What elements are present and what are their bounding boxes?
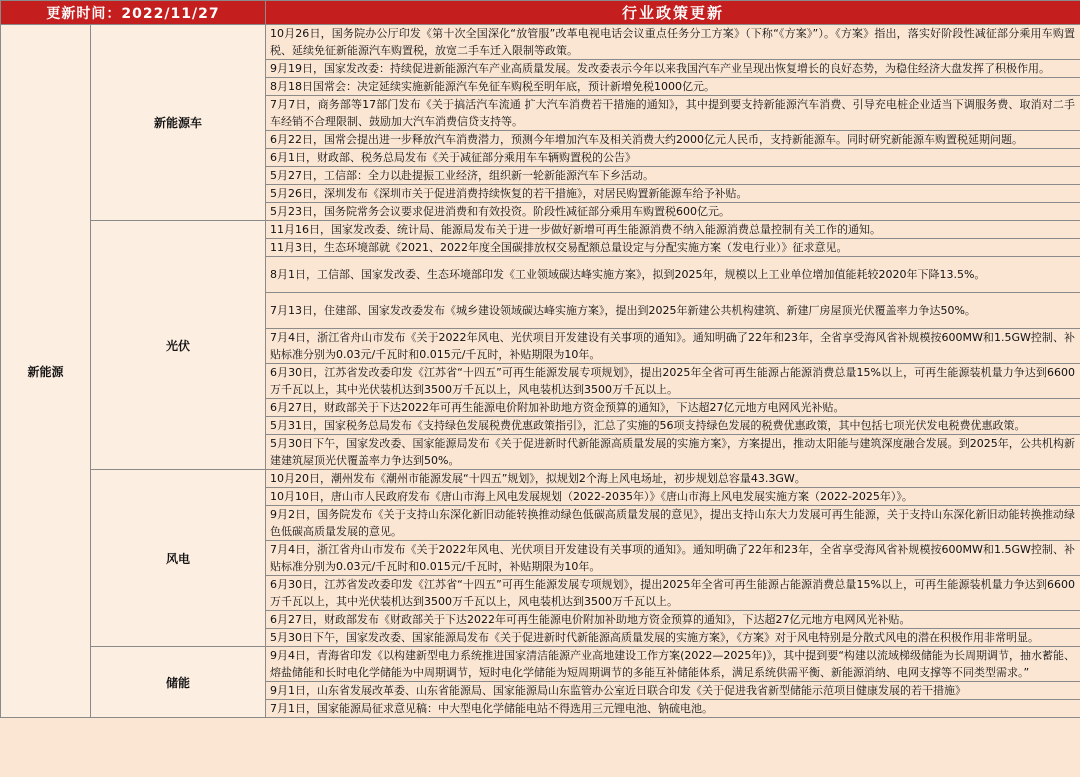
policy-item: 7月13日，住建部、国家发改委发布《城乡建设领域碳达峰实施方案》，提出到2025年新建公共机构建筑、新建厂房屋顶光伏覆盖率力争达50%。	[266, 293, 1080, 329]
policy-item: 11月3日，生态环境部就《2021、2022年度全国碳排放权交易配额总量设定与分配实施方案（发电行业）》征求意见。	[266, 239, 1080, 257]
policy-item: 9月4日，青海省印发《以构建新型电力系统推进国家清洁能源产业高地建设工作方案(2022—2025年)》，其中提到要“构建以流域梯级储能为长周期调节，抽水蓄能、熔盐储能和长时电化学储能为中周期调节，短时电化学储能为短周期调节的多能互补储能体系，满足系统供需平衡、新能源消纳、电网支撑等不同类型需求。”	[266, 647, 1080, 682]
policy-item: 5月30日下午，国家发改委、国家能源局发布《关于促进新时代新能源高质量发展的实施方案》，《方案》对于风电特别是分散式风电的潜在积极作用非常明显。	[266, 629, 1080, 647]
policy-item: 5月27日，工信部：全力以赴提振工业经济，组织新一轮新能源汽车下乡活动。	[266, 167, 1080, 185]
policy-item: 5月30日下午，国家发改委、国家能源局发布《关于促进新时代新能源高质量发展的实施方案》，方案提出，推动太阳能与建筑深度融合发展。到2025年，公共机构新建建筑屋顶光伏覆盖率力争达到50%。	[266, 435, 1080, 470]
table-row	[1, 470, 1080, 488]
policy-title-header: 行业政策更新	[266, 1, 1080, 25]
policy-item: 11月16日，国家发改委、统计局、能源局发布关于进一步做好新增可再生能源消费不纳入能源消费总量控制有关工作的通知。	[266, 221, 1080, 239]
policy-item: 5月31日，国家税务总局发布《支持绿色发展税费优惠政策指引》，汇总了实施的56项支持绿色发展的税费优惠政策，其中包括七项光伏发电税费优惠政策。	[266, 417, 1080, 435]
policy-item: 7月4日，浙江省舟山市发布《关于2022年风电、光伏项目开发建设有关事项的通知》。通知明确了22年和23年，全省享受海风省补规模按600MW和1.5GW控制、补贴标准分别为0.03元/千瓦时和0.015元/千瓦时，补贴期限为10年。	[266, 541, 1080, 576]
policy-item: 9月1日，山东省发展改革委、山东省能源局、国家能源局山东监管办公室近日联合印发《关于促进我省新型储能示范项目健康发展的若干措施》	[266, 682, 1080, 700]
subsector-ev: 新能源车	[91, 25, 266, 221]
policy-item: 7月7日，商务部等17部门发布《关于搞活汽车流通 扩大汽车消费若干措施的通知》，其中提到要支持新能源汽车消费、引导充电桩企业适当下调服务费、取消对二手车经销不合理限制、鼓励加大汽车消费信贷支持等。	[266, 96, 1080, 131]
table-row	[1, 221, 1080, 239]
policy-item: 8月1日，工信部、国家发改委、生态环境部印发《工业领域碳达峰实施方案》，拟到2025年，规模以上工业单位增加值能耗较2020年下降13.5%。	[266, 257, 1080, 293]
policy-item: 5月26日，深圳发布《深圳市关于促进消费持续恢复的若干措施》，对居民购置新能源车给予补贴。	[266, 185, 1080, 203]
table-row	[1, 647, 1080, 682]
policy-item: 6月30日，江苏省发改委印发《江苏省“十四五”可再生能源发展专项规划》，提出2025年全省可再生能源占能源消费总量15%以上，可再生能源装机量力争达到6600万千瓦以上，其中光伏装机达到3500万千瓦以上，风电装机达到3500万千瓦以上。	[266, 576, 1080, 611]
policy-item: 7月1日，国家能源局征求意见稿：中大型电化学储能电站不得选用三元锂电池、钠硫电池。	[266, 700, 1080, 718]
policy-item: 6月30日，江苏省发改委印发《江苏省“十四五”可再生能源发展专项规划》，提出2025年全省可再生能源占能源消费总量15%以上，可再生能源装机量力争达到6600万千瓦以上，其中光伏装机达到3500万千瓦以上，风电装机达到3500万千瓦以上。	[266, 364, 1080, 399]
policy-item: 10月10日，唐山市人民政府发布《唐山市海上风电发展规划（2022-2035年）》《唐山市海上风电发展实施方案（2022-2025年）》。	[266, 488, 1080, 506]
policy-item: 5月23日，国务院常务会议要求促进消费和有效投资。阶段性减征部分乘用车购置税600亿元。	[266, 203, 1080, 221]
policy-item: 6月22日，国常会提出进一步释放汽车消费潜力，预测今年增加汽车及相关消费大约2000亿元人民币，支持新能源车。同时研究新能源车购置税延期问题。	[266, 131, 1080, 149]
subsector-wind: 风电	[91, 470, 266, 647]
policy-item: 7月4日，浙江省舟山市发布《关于2022年风电、光伏项目开发建设有关事项的通知》。通知明确了22年和23年，全省享受海风省补规模按600MW和1.5GW控制、补贴标准分别为0.03元/千瓦时和0.015元/千瓦时，补贴期限为10年。	[266, 329, 1080, 364]
sector-cell: 新能源	[1, 25, 91, 718]
table-row	[1, 25, 1080, 60]
policy-item: 9月2日，国务院发布《关于支持山东深化新旧动能转换推动绿色低碳高质量发展的意见》，提出支持山东大力发展可再生能源，关于支持山东深化新旧动能转换推动绿色低碳高质量发展的意见。	[266, 506, 1080, 541]
update-time-header: 更新时间：2022/11/27	[1, 1, 266, 25]
table-header-row	[1, 1, 1080, 25]
policy-item: 6月27日，财政部关于下达2022年可再生能源电价附加补助地方资金预算的通知》，下达超27亿元地方电网风光补贴。	[266, 399, 1080, 417]
policy-item: 9月19日，国家发改委：持续促进新能源汽车产业高质量发展。发改委表示今年以来我国汽车产业呈现出恢复增长的良好态势，为稳住经济大盘发挥了积极作用。	[266, 60, 1080, 78]
subsector-pv: 光伏	[91, 221, 266, 470]
policy-item: 6月1日，财政部、税务总局发布《关于减征部分乘用车车辆购置税的公告》	[266, 149, 1080, 167]
policy-item: 10月26日，国务院办公厅印发《第十次全国深化“放管服”改革电视电话会议重点任务分工方案》（下称“《方案》”）。《方案》指出，落实好阶段性减征部分乘用车购置税、延续免征新能源汽车购置税，放宽二手车迁入限制等政策。	[266, 25, 1080, 60]
policy-item: 8月18日国常会：决定延续实施新能源汽车免征车购税至明年底，预计新增免税1000亿元。	[266, 78, 1080, 96]
policy-item: 10月20日，潮州发布《潮州市能源发展“十四五”规划》，拟规划2个海上风电场址，初步规划总容量43.3GW。	[266, 470, 1080, 488]
policy-item: 6月27日，财政部发布《财政部关于下达2022年可再生能源电价附加补助地方资金预算的通知》，下达超27亿元地方电网风光补贴。	[266, 611, 1080, 629]
subsector-storage: 储能	[91, 647, 266, 718]
